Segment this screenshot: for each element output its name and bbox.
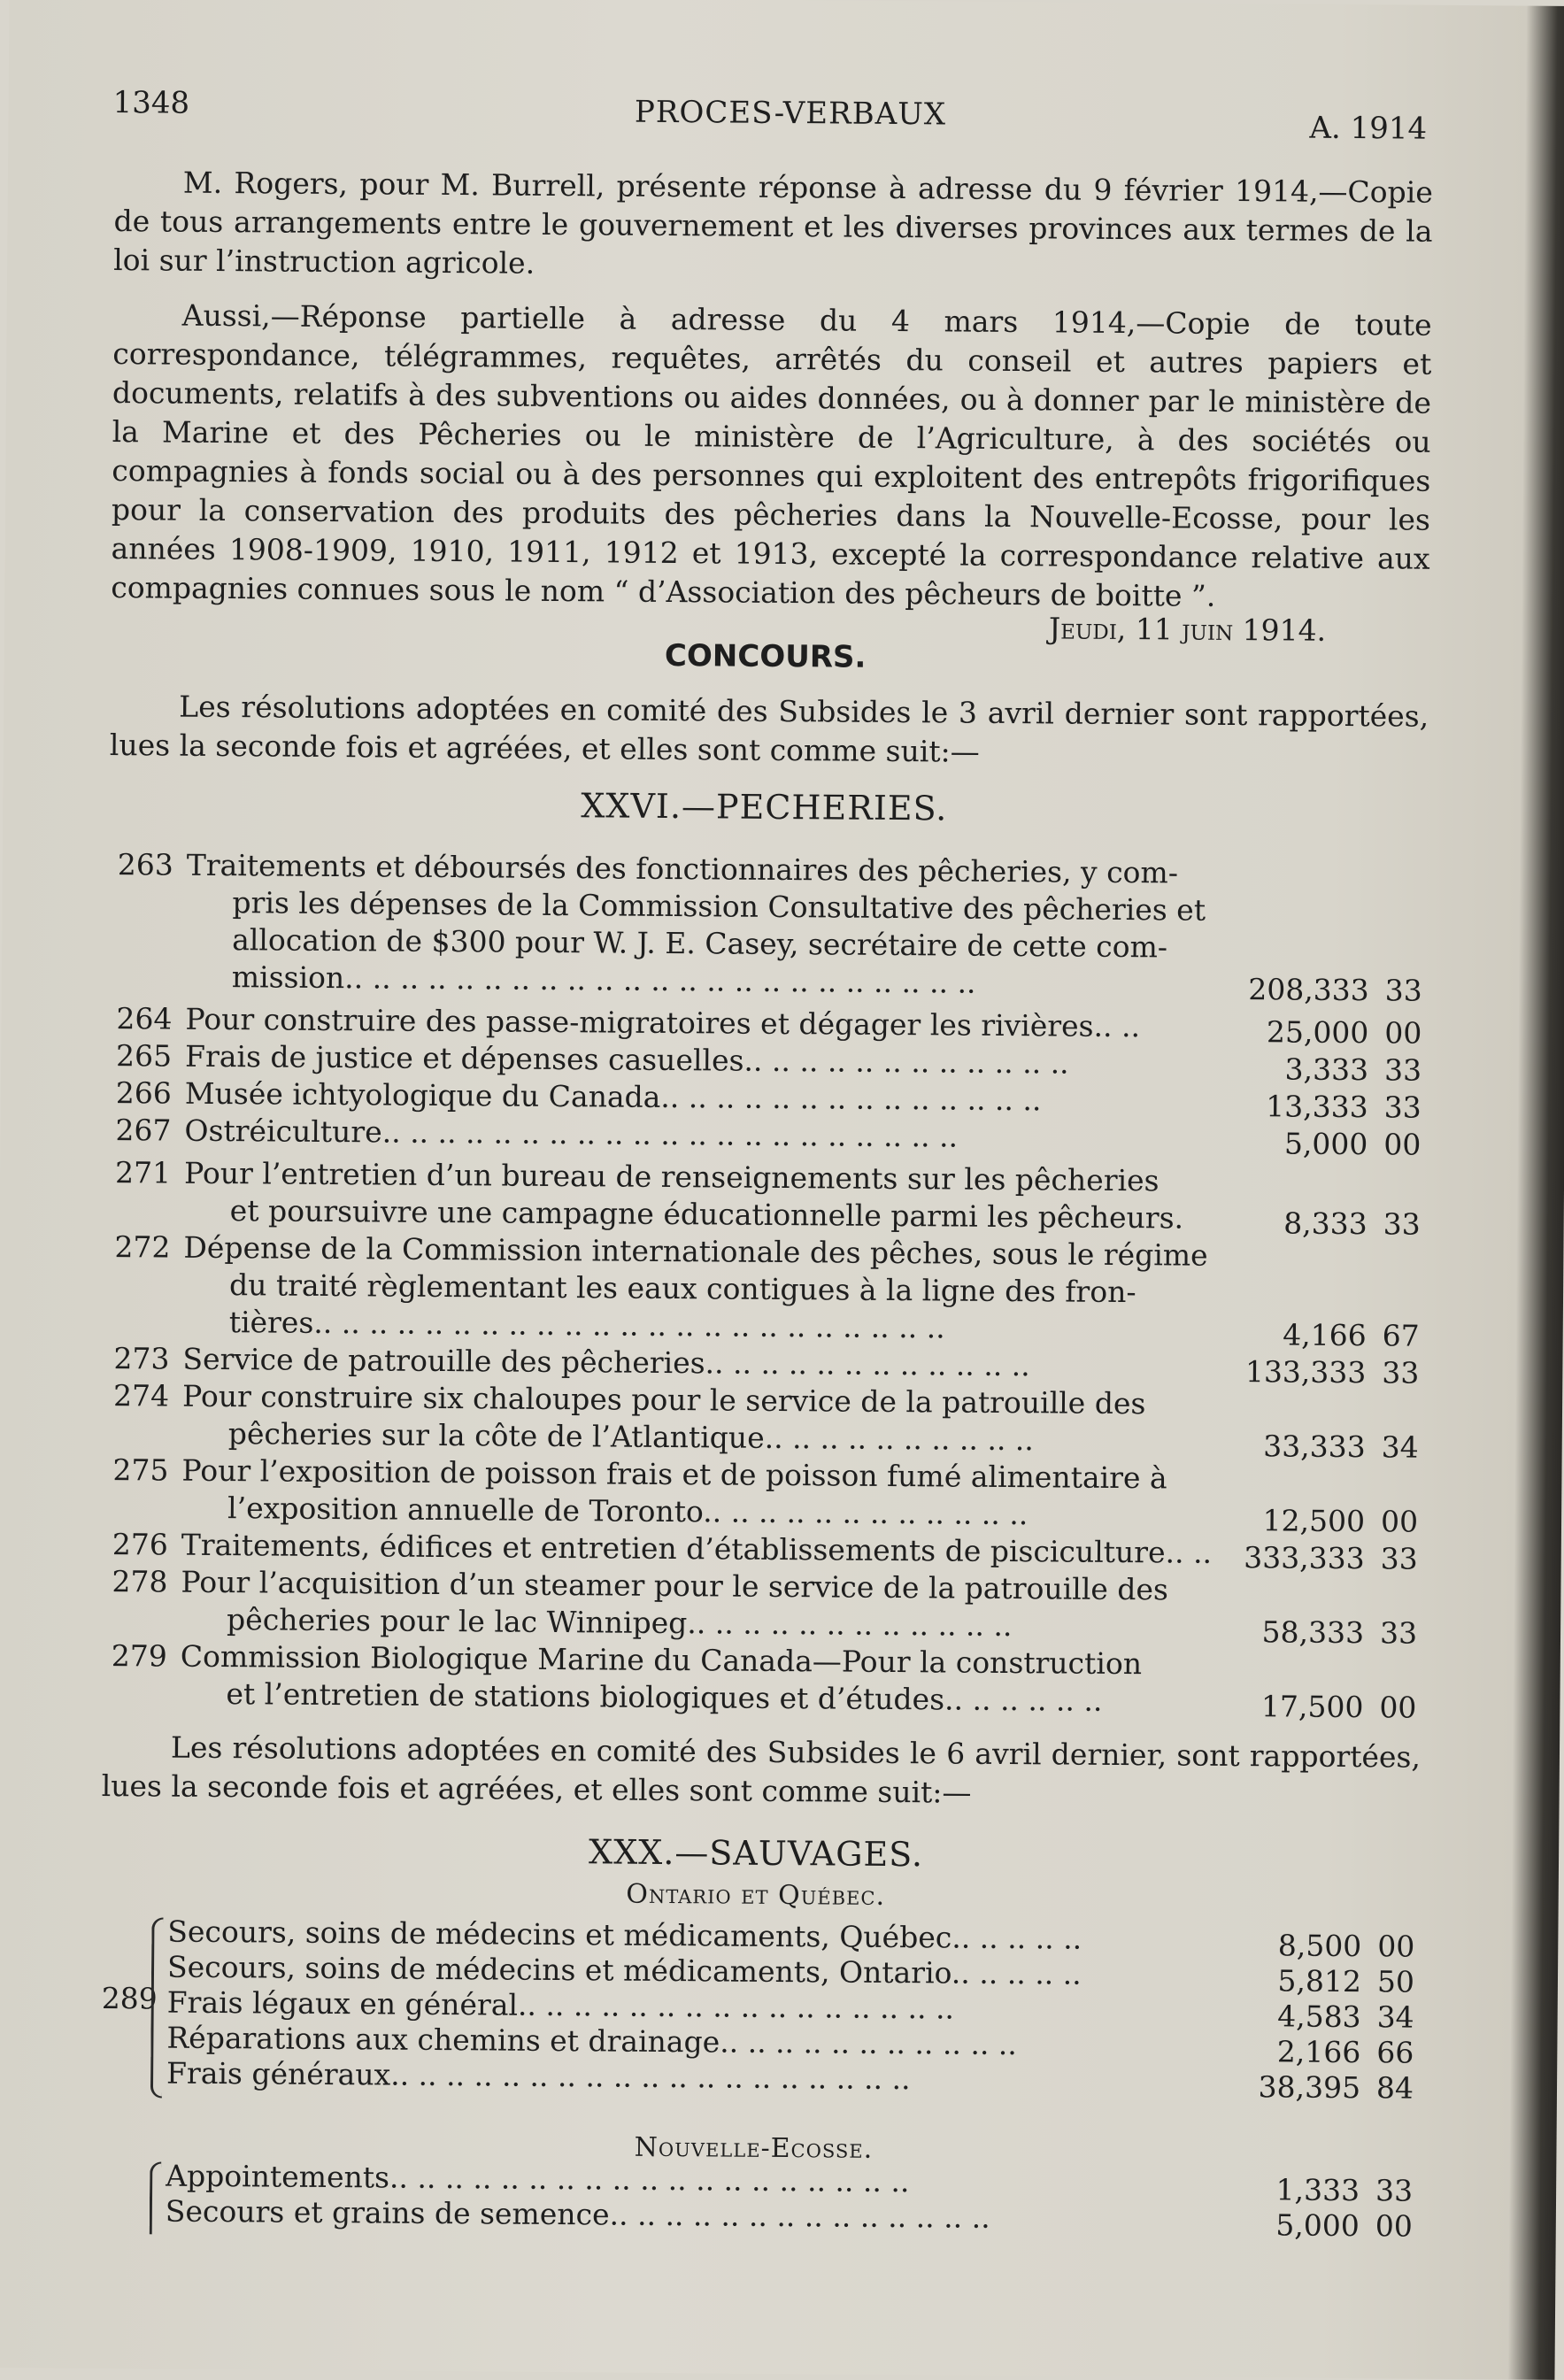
budget-item — [115, 1112, 1230, 1158]
intro-paragraph-1 — [113, 163, 1433, 290]
sub-item-amount — [1227, 2207, 1421, 2244]
amount-dollars: 133,333 — [1244, 1354, 1367, 1390]
sub-item-line: Frais généraux.. .. .. .. .. .. .. .. .. .. .. .. .. .. .. .. .. .. .. — [166, 2055, 911, 2097]
item-amount — [1232, 1503, 1427, 1539]
budget-item — [114, 1229, 1230, 1349]
item-amount — [1230, 1689, 1425, 1725]
amount-dollars: 3,333 — [1284, 1051, 1369, 1088]
nouvelle-ecosse-lines — [10, 0, 1564, 6]
intro-paragraph-2 — [111, 296, 1432, 618]
concours-title: CONCOURS. — [664, 637, 867, 675]
amount-cents: 67 — [1382, 1318, 1420, 1353]
amount-cents: 00 — [1379, 1690, 1417, 1725]
item-description — [184, 1113, 1230, 1158]
item-amount — [1232, 1540, 1427, 1576]
sub-item-line: Réparations aux chemins et drainage.. .. .. .. .. .. .. .. .. .. .. — [166, 2020, 1018, 2062]
item-amount — [1233, 1429, 1428, 1465]
amount-dollars: 208,333 — [1248, 972, 1369, 1008]
item-description — [183, 1229, 1230, 1349]
year-label: A. 1914 — [1309, 110, 1428, 147]
item-line: Traitements, édifices et entretien d’établissements de pisciculture.. .. — [181, 1527, 1213, 1570]
item-line: allocation de $300 pour W. J. E. Casey, secrétaire de cette com- — [232, 922, 1168, 965]
sub-item-line: Frais légaux en général.. .. .. .. .. .. .. .. .. .. .. .. .. .. .. .. — [166, 1984, 955, 2026]
item-line: pêcheries sur la côte de l’Atlantique.. .. .. .. .. .. .. .. .. .. — [227, 1416, 1035, 1458]
item-line: Pour construire six chaloupes pour le service de la patrouille des — [181, 1378, 1146, 1421]
amount-cents: 33 — [1375, 2173, 1414, 2208]
budget-item — [112, 1452, 1229, 1535]
amount-cents: 66 — [1376, 2035, 1414, 2070]
item-description — [180, 1638, 1227, 1721]
item-line: du traité règlementant les eaux contigues à la ligne des fron- — [228, 1267, 1136, 1310]
sub-item-amount — [1229, 1963, 1423, 1999]
item-description — [181, 1452, 1229, 1535]
item-line: l’exposition annuelle de Toronto.. .. .. .. .. .. .. .. .. .. .. .. — [227, 1490, 1029, 1532]
amount-cents: 33 — [1382, 1355, 1420, 1390]
item-amount — [1235, 1126, 1429, 1162]
subtitle-nouvelle-ecosse: Nouvelle-Ecosse. — [634, 2131, 874, 2165]
date-line: Jeudi, 11 juin 1914. — [1048, 611, 1327, 648]
item-description — [184, 1155, 1231, 1237]
amount-dollars: 2,166 — [1276, 2034, 1361, 2070]
resolution-paragraph-1 — [110, 687, 1429, 775]
item-amount — [1237, 972, 1431, 1008]
amount-dollars: 38,395 — [1258, 2069, 1361, 2106]
amount-dollars: 5,812 — [1277, 1963, 1362, 1999]
resolution-text-2: Les résolutions adoptées en comité des Subsides le 6 avril dernier, sont rapportées, lues la seconde fois et agréées, et elles sont comme suit:— — [101, 1729, 1421, 1810]
amount-cents: 33 — [1380, 1541, 1418, 1576]
item-line: pêcheries pour le lac Winnipeg.. .. .. .. .. .. .. .. .. .. .. .. — [226, 1602, 1013, 1644]
section-title-pecheries: XXVI.—PECHERIES. — [581, 786, 948, 828]
sub-item-line: Secours, soins de médecins et médicaments, Québec.. .. .. .. .. — [167, 1914, 1082, 1956]
amount-dollars: 4,583 — [1277, 1999, 1361, 2035]
amount-dollars: 12,500 — [1262, 1503, 1366, 1539]
item-amount — [1236, 1014, 1430, 1051]
amount-cents: 34 — [1376, 1999, 1414, 2035]
item-description — [181, 1564, 1228, 1646]
intro-text-2: Aussi,—Réponse partielle à adresse du 4 mars 1914,—Copie de toute correspondance, télégrammes, requêtes, arrêtés du conseil et autres papiers et documents, relatifs à des subventions ou aides données, ou à donner par le ministère de la Marine et des Pêcheries ou le ministère de l’Agriculture, à des sociétés ou compagnies à fonds social ou à des personnes qui exploitent des entrepôts frigorifiques pour la conservation des produits des pêcheries dans la Nouvelle-Ecosse, pour les années 1908-1909, 1910, 1911, 1912 et 1913, excepté la correspondance relative aux compagnies connues sous le nom “ d’Association des pêcheurs de boitte ”. — [111, 297, 1432, 613]
amount-cents: 33 — [1384, 973, 1422, 1008]
item-number: 271 — [114, 1155, 172, 1190]
amount-dollars: 13,333 — [1266, 1089, 1368, 1125]
item-description — [186, 847, 1233, 1004]
item-line: Pour construire des passe-migratoires et dégager les rivières.. .. — [185, 1001, 1141, 1044]
item-line: et l’entretien de stations biologiques et d’études.. .. .. .. .. .. — [226, 1676, 1103, 1718]
item-line: Frais de justice et dépenses casuelles.. .. .. .. .. .. .. .. .. .. .. .. — [184, 1038, 1069, 1081]
item-amount — [1236, 1089, 1430, 1125]
amount-cents: 33 — [1379, 1615, 1418, 1651]
item-line: mission.. .. .. .. .. .. .. .. .. .. .. .. .. .. .. .. .. .. .. .. .. .. .. — [231, 959, 976, 1000]
budget-item — [111, 1637, 1227, 1721]
amount-dollars: 8,500 — [1277, 1928, 1362, 1964]
amount-dollars: 58,333 — [1261, 1614, 1365, 1651]
amount-cents: 00 — [1384, 1015, 1422, 1051]
item-line: pris les dépenses de la Commission Consultative des pêcheries et — [232, 885, 1206, 928]
item-amount — [1231, 1614, 1426, 1651]
item-number: 263 — [117, 847, 173, 882]
amount-cents: 50 — [1376, 1964, 1415, 1999]
item-line: et poursuivre une campagne éducationnelle parmi les pêcheurs. — [229, 1193, 1184, 1236]
item-number: 264 — [116, 1001, 173, 1036]
item-number: 274 — [112, 1378, 170, 1413]
item-line: Commission Biologique Marine du Canada—Pour la construction — [180, 1638, 1143, 1682]
amount-dollars: 333,333 — [1244, 1540, 1365, 1576]
item-line: Musée ichtyologique du Canada.. .. .. .. .. .. .. .. .. .. .. .. .. .. — [184, 1075, 1042, 1118]
amount-cents: 00 — [1375, 2208, 1413, 2244]
pecheries-items — [10, 0, 1564, 6]
item-description — [182, 1378, 1229, 1460]
amount-dollars: 4,166 — [1283, 1317, 1367, 1353]
item-number: 278 — [112, 1564, 168, 1599]
sub-item-amount — [1229, 1928, 1423, 1964]
amount-dollars: 5,000 — [1283, 1126, 1368, 1162]
item-line: Pour l’acquisition d’un steamer pour le service de la patrouille des — [181, 1564, 1169, 1607]
amount-cents: 00 — [1383, 1127, 1421, 1162]
item-line: Dépense de la Commission internationale des pêches, sous le régime — [183, 1229, 1208, 1273]
brace-ontario-quebec — [150, 1917, 164, 2098]
item-line: Traitements et déboursés des fonctionnaires des pêcheries, y com- — [186, 847, 1179, 890]
sub-item-amount — [1228, 2034, 1422, 2070]
item-line: Service de patrouille des pêcheries.. .. .. .. .. .. .. .. .. .. .. .. — [182, 1341, 1030, 1383]
amount-cents: 33 — [1383, 1090, 1421, 1125]
item-line: tières.. .. .. .. .. .. .. .. .. .. .. .. .. .. .. .. .. .. .. .. .. .. .. — [228, 1305, 945, 1345]
item-number: 275 — [112, 1452, 169, 1488]
page-number: 1348 — [112, 85, 190, 121]
amount-cents: 00 — [1377, 1929, 1415, 1964]
budget-item — [115, 1154, 1231, 1237]
item-number-289: 289 — [101, 1980, 158, 2016]
amount-dollars: 5,000 — [1275, 2207, 1360, 2244]
amount-dollars: 33,333 — [1263, 1429, 1366, 1465]
intro-text-1: M. Rogers, pour M. Burrell, présente réponse à adresse du 9 février 1914,—Copie de tous arrangements entre le gouvernement et les diverses provinces aux termes de la loi sur l’instruction agricole. — [113, 165, 1434, 281]
item-line: Pour l’entretien d’un bureau de renseignements sur les pêcheries — [183, 1155, 1160, 1198]
item-number: 276 — [112, 1527, 168, 1562]
item-number: 265 — [115, 1038, 173, 1074]
amount-cents: 33 — [1383, 1052, 1422, 1088]
amount-dollars: 25,000 — [1266, 1014, 1369, 1051]
sub-item-line: Appointements.. .. .. .. .. .. .. .. .. .. .. .. .. .. .. .. .. .. .. — [166, 2158, 910, 2199]
item-number: 266 — [115, 1075, 172, 1111]
sub-item-line: Secours et grains de semence.. .. .. .. .. .. .. .. .. .. .. .. .. .. — [165, 2193, 990, 2235]
item-number: 267 — [115, 1113, 172, 1148]
amount-cents: 33 — [1383, 1206, 1421, 1242]
amount-dollars: 17,500 — [1260, 1689, 1364, 1725]
item-line: Pour l’exposition de poisson frais et de poisson fumé alimentaire à — [181, 1452, 1167, 1496]
sub-item-amount — [1227, 2172, 1421, 2208]
ontario-quebec-lines — [10, 0, 1564, 6]
section-title-sauvages: XXX.—SAUVAGES. — [588, 1832, 924, 1875]
item-number: 273 — [113, 1341, 170, 1376]
sub-item-line: Secours, soins de médecins et médicaments, Ontario.. .. .. .. .. — [166, 1949, 1082, 1991]
item-number: 272 — [114, 1229, 171, 1265]
item-line: Ostréiculture.. .. .. .. .. .. .. .. .. .. .. .. .. .. .. .. .. .. .. .. .. — [184, 1113, 959, 1154]
amount-cents: 84 — [1375, 2070, 1414, 2106]
amount-cents: 00 — [1380, 1504, 1419, 1539]
amount-dollars: 8,333 — [1283, 1205, 1368, 1242]
item-amount — [1233, 1354, 1428, 1390]
budget-item — [112, 1563, 1228, 1646]
item-amount — [1234, 1317, 1429, 1353]
item-amount — [1236, 1051, 1430, 1088]
item-number: 279 — [111, 1638, 167, 1674]
subtitle-ontario-quebec: Ontario et Québec. — [626, 1878, 886, 1912]
amount-dollars: 1,333 — [1275, 2172, 1360, 2208]
budget-item — [117, 846, 1233, 1004]
item-amount — [1235, 1205, 1429, 1242]
sub-item-amount — [1229, 1999, 1423, 2035]
resolution-paragraph-2 — [101, 1728, 1421, 1816]
running-title: PROCES-VERBAUX — [634, 94, 947, 133]
sub-item-amount — [1228, 2069, 1422, 2106]
budget-item — [113, 1377, 1229, 1460]
amount-cents: 34 — [1381, 1429, 1419, 1465]
brace-nouvelle-ecosse — [150, 2161, 162, 2234]
resolution-text-1: Les résolutions adoptées en comité des Subsides le 3 avril dernier sont rapportées, lues la seconde fois et agréées, et elles sont comme suit:— — [109, 689, 1429, 769]
